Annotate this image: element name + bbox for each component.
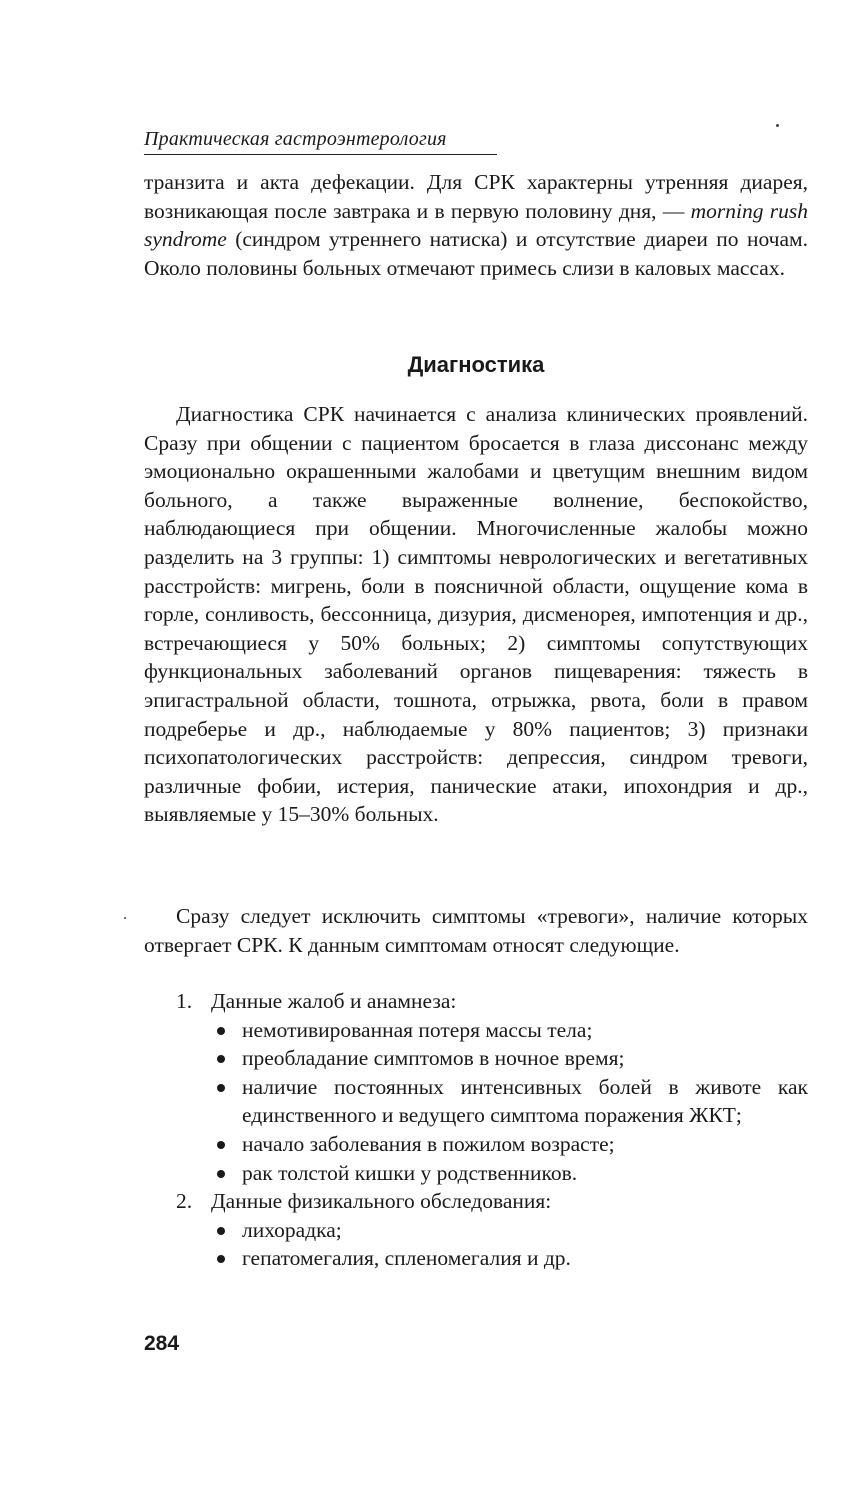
scan-speck bbox=[124, 917, 126, 919]
bullet-item bbox=[144, 1044, 808, 1073]
bullet-icon bbox=[217, 1170, 225, 1178]
bullet-item bbox=[144, 1130, 808, 1159]
list-item-label: Данные физикального обследования: bbox=[211, 1189, 552, 1214]
list-item bbox=[144, 987, 808, 1016]
bullet-text: преобладание симптомов в ночное время; bbox=[242, 1046, 625, 1071]
bullet-list bbox=[144, 1016, 808, 1188]
scan-speck bbox=[776, 124, 779, 127]
bullet-icon bbox=[217, 1027, 225, 1035]
bullet-text: гепатомегалия, спленомегалия и др. bbox=[242, 1246, 571, 1271]
intro-paragraph bbox=[144, 168, 808, 282]
intro-text-before: транзита и акта дефекации. Для СРК характерны утренняя диарея, возникающая после завтрака и в первую половину дня, — bbox=[144, 170, 808, 223]
intro-text-after: (синдром утреннего натиска) и отсутствие диареи по ночам. Около половины больных отмечают примесь слизи в каловых массах. bbox=[144, 227, 808, 280]
bullet-item bbox=[144, 1016, 808, 1045]
section-heading: Диагностика bbox=[407, 352, 545, 377]
bullet-text: наличие постоянных интенсивных болей в животе как единственного и ведущего симптома поражения ЖКТ; bbox=[242, 1074, 808, 1128]
page-number: 284 bbox=[144, 1332, 180, 1355]
bullet-item bbox=[144, 1216, 808, 1245]
header-rule bbox=[144, 154, 497, 155]
bullet-icon bbox=[217, 1227, 225, 1235]
bullet-list bbox=[144, 1216, 808, 1273]
diagnostics-paragraph bbox=[144, 400, 808, 829]
diagnostics-text: Диагностика СРК начинается с анализа клинических проявлений. Сразу при общении с пациентом бросается в глаза диссонанс между эмоционально окрашенными жалобами и цветущим внешним видом больного, а также выраженные волнение, беспокойство, наблюдающиеся при общении. Многочисленные жалобы можно разделить на 3 группы: 1) симптомы неврологических и вегетативных расстройств: мигрень, боли в поясничной области, ощущение кома в горле, сонливость, бессонница, дизурия, дисменорея, импотенция и др., встречающиеся у 50% больных; 2) симптомы сопутствующих функциональных заболеваний органов пищеварения: тяжесть в эпигастральной области, тошнота, отрыжка, рвота, боли в правом подреберье и др., наблюдаемые у 80% пациентов; 3) признаки психопатологических расстройств: депрессия, синдром тревоги, различные фобии, истерия, панические атаки, ипохондрия и др., выявляемые у 15–30% больных. bbox=[144, 402, 808, 827]
alarm-symptoms-text: Сразу следует исключить симптомы «тревоги», наличие которых отвергает СРК. К данным симптомам относят следующие. bbox=[144, 904, 808, 957]
list-item bbox=[144, 1187, 808, 1216]
list-item-number: 2. bbox=[176, 1189, 193, 1214]
intro-text-italic: morning rush syndrome bbox=[144, 198, 808, 252]
list-item-label: Данные жалоб и анамнеза: bbox=[211, 989, 457, 1013]
alarm-symptoms-paragraph bbox=[144, 902, 808, 959]
bullet-text: начало заболевания в пожилом возрасте; bbox=[242, 1131, 615, 1156]
bullet-icon bbox=[217, 1055, 225, 1063]
bullet-item bbox=[144, 1073, 808, 1130]
numbered-list bbox=[144, 987, 808, 1273]
bullet-icon bbox=[217, 1084, 225, 1092]
bullet-text: рак толстой кишки у родственников. bbox=[242, 1160, 578, 1185]
bullet-text: лихорадка; bbox=[242, 1217, 342, 1242]
bullet-item bbox=[144, 1159, 808, 1188]
bullet-text: немотивированная потеря массы тела; bbox=[242, 1017, 593, 1042]
bullet-item bbox=[144, 1244, 808, 1273]
running-header: Практическая гастроэнтерология bbox=[144, 128, 447, 150]
bullet-icon bbox=[217, 1255, 225, 1263]
list-item-number: 1. bbox=[176, 989, 193, 1013]
bullet-icon bbox=[217, 1141, 225, 1149]
